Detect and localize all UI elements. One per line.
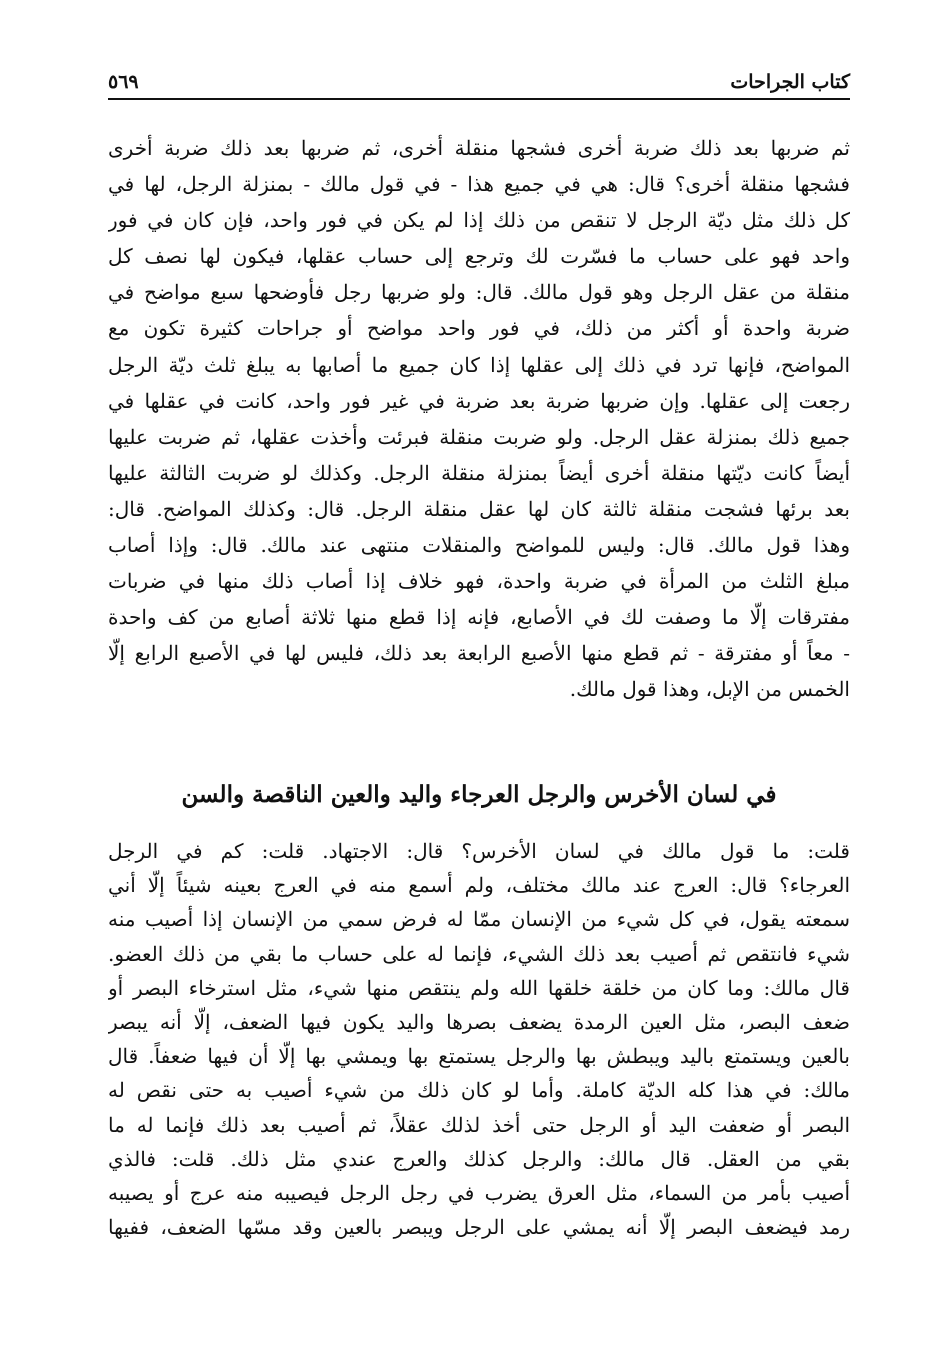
paragraph-lisan-al-akhras <box>108 834 850 1244</box>
text-line: أيضاً كانت ديّتها منقلة أخرى أيضاً بمنزلة منقلة الرجل. وكذلك لو ضربت الثالثة عليها <box>108 460 850 485</box>
text-line: كل ذلك مثل ديّة الرجل لا تنقص من ذلك إذا لم يكن في فور واحد، فإن كان في فور <box>108 208 850 233</box>
section-heading: في لسان الأخرس والرجل العرجاء واليد والعين الناقصة والسن <box>181 781 777 808</box>
text-line: - معاً أو مفترقة - ثم قطع منها الأصبع الرابعة بعد ذلك، فليس لها في الأصبع الرابع إلّا <box>108 641 850 666</box>
text-line: أصيب بأمر من السماء، مثل العرق يضرب في رجل الرجل فيصيبه منه عرج أو يصيبه <box>108 1180 850 1205</box>
text-line: مفترقات إلّا ما وصفت لك في الأصابع، فإنه إذا قطع منها ثلاثة أصابع من كف واحدة <box>108 605 850 630</box>
text-line: قلت: ما قول مالك في لسان الأخرس؟ قال: الاجتهاد. قلت: كم في الرجل <box>108 839 850 863</box>
running-header <box>108 66 850 100</box>
text-line: الخمس من الإبل، وهذا قول مالك. <box>569 677 850 702</box>
text-line: رمد فيضعف البصر إلّا أنه يمشي على الرجل ويبصر بالعين وقد مسّها الضعف، ففيها <box>108 1215 850 1240</box>
text-line: البصر أو ضعفت اليد أو الرجل حتى أخذ لذلك عقلاً، ثم أصيب بعد ذلك فإنما له ما <box>108 1112 850 1137</box>
text-line: العرجاء؟ قال: العرج عند مالك مختلف، ولم أسمع منه في العرج بعينه شيئاً إلّا أني <box>108 873 850 898</box>
book-title: كتاب الجراحات <box>730 71 850 93</box>
text-line: بقي من العقل. قال مالك: والرجل كذلك والعرج عندي مثل ذلك. قلت: فالذي <box>108 1146 850 1171</box>
text-line: بعد برئها فشجت منقلة ثالثة كان لها عقل منقلة الرجل. قال: وكذلك المواضح. قال: <box>108 496 850 521</box>
text-line: سمعته يقول، في كل شيء من الإنسان ممّا له فرض سمي من الإنسان إذا أصيب منه <box>108 907 850 932</box>
text-line: منقلة من عقل الرجل وهو قول مالك. قال: ولو ضربها رجل فأوضحها سبع مواضح في <box>108 280 850 305</box>
text-line: مالك: في هذا كله الديّة كاملة. وأما لو كان ذلك من شيء أصيب به حتى نقص له <box>108 1078 850 1103</box>
text-line: واحد فهو على حساب ما فسّرت لك وترجع إلى حساب عقلها، فيكون لها نصف كل <box>108 244 850 269</box>
text-line: قال مالك: وما كان من خلقة خلقها الله ولم ينتقص منها شيء، مثل استرخاء البصر أو <box>108 975 850 1000</box>
text-line: ضربة واحدة أو أكثر من ذلك، في فور واحد مواضح أو جراحات كثيرة تكون مع <box>108 316 850 341</box>
text-line: المواضح، فإنها ترد في ذلك إلى عقلها إذا كان جميع ما أصابها به يبلغ ثلث ديّة الرجل <box>108 352 850 377</box>
text-line: جميع ذلك بمنزلة عقل الرجل. ولو ضربت منقلة فبرئت وأخذت عقلها، ثم ضربت عليها <box>108 424 850 449</box>
text-line: بالعين ويستمتع باليد ويبطش بها والرجل يستمتع بها ويمشي بها إلّا أن فيها ضعفاً. قال <box>108 1044 850 1069</box>
text-line: ضعف البصر، مثل العين الرمدة يضعف بصرها واليد يكون فيها الضعف، إلّا أنه يبصر <box>108 1009 850 1034</box>
paragraph-jarahat <box>108 130 850 708</box>
text-line: ثم ضربها بعد ذلك ضربة أخرى فشجها منقلة أخرى، ثم ضربها بعد ذلك ضربة أخرى <box>108 136 850 160</box>
text-line: فشجها منقلة أخرى؟ قال: هي في جميع هذا - في قول مالك - بمنزلة الرجل، لها في <box>108 172 850 197</box>
text-line: رجعت إلى عقلها. وإن ضربها ضربة بعد ضربة في غير فور واحد، كانت في عقلها في <box>108 388 850 413</box>
text-line: مبلغ الثلث من المرأة في ضربة واحدة، فهو خلاف إذا أصاب ذلك منها في ضربات <box>108 569 850 594</box>
text-line: شيء فانتقص ثم أصيب بعد ذلك الشيء، فإنما له على حساب ما بقي من ذلك العضو. <box>108 941 850 966</box>
text-line: وهذا قول مالك. قال: وليس للمواضح والمنقلات منتهى عند مالك. قال: وإذا أصاب <box>108 533 850 558</box>
page-number: ٥٦٩ <box>108 71 139 93</box>
